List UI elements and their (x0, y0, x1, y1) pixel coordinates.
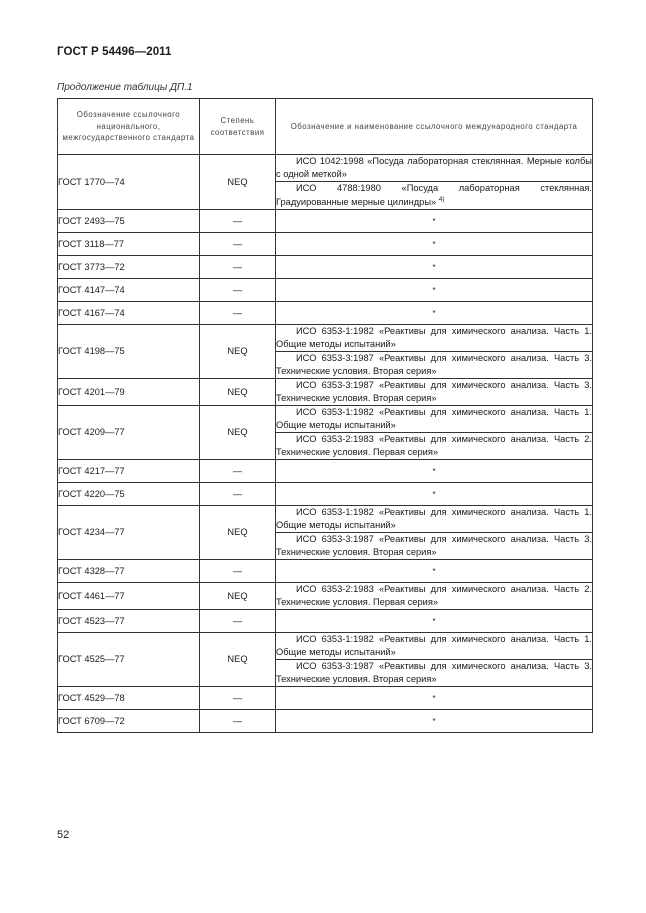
table-caption: Продолжение таблицы ДП.1 (57, 82, 193, 93)
reference-text: ИСО 6353-3:1987 «Реактивы для химического анализа. Часть 3. Технические условия. Вторая серия» (276, 534, 592, 558)
national-standard-designation: ГОСТ 4328—77 (58, 560, 200, 583)
national-standard-designation: ГОСТ 4461—77 (58, 583, 200, 610)
no-international-equivalent-mark (276, 210, 593, 233)
header-national-standard: Обозначение ссылочного национального, межгосударственного стандарта (58, 99, 200, 155)
header-international-standard: Обозначение и наименование ссылочного международного стандарта (276, 99, 593, 155)
table-row (58, 633, 593, 660)
national-standard-designation: ГОСТ 4220—75 (58, 483, 200, 506)
national-standard-designation: ГОСТ 4217—77 (58, 460, 200, 483)
national-standard-designation: ГОСТ 3118—77 (58, 233, 200, 256)
footnote-marker: 4) (438, 196, 445, 204)
international-standard-reference (276, 533, 593, 560)
reference-text: * (432, 239, 436, 249)
national-standard-designation: ГОСТ 4234—77 (58, 506, 200, 560)
reference-text: * (432, 285, 436, 295)
no-international-equivalent-mark (276, 610, 593, 633)
no-international-equivalent-mark (276, 279, 593, 302)
international-standard-reference (276, 633, 593, 660)
no-international-equivalent-mark (276, 710, 593, 733)
reference-text: ИСО 4788:1980 «Посуда лабораторная стеклянная. Градуированные мерные цилиндры» (276, 183, 592, 208)
degree-of-correspondence: — (200, 483, 276, 506)
reference-text: ИСО 6353-3:1987 «Реактивы для химического анализа. Часть 3. Технические условия. Вторая серия» (276, 353, 592, 377)
national-standard-designation: ГОСТ 4209—77 (58, 406, 200, 460)
reference-text: * (432, 716, 436, 726)
reference-text: ИСО 6353-2:1983 «Реактивы для химического анализа. Часть 2. Технические условия. Первая серия» (276, 584, 592, 608)
no-international-equivalent-mark (276, 256, 593, 279)
table-body (58, 155, 593, 733)
degree-of-correspondence: — (200, 302, 276, 325)
national-standard-designation: ГОСТ 2493—75 (58, 210, 200, 233)
table-header (58, 99, 593, 155)
reference-text: ИСО 1042:1998 «Посуда лабораторная стеклянная. Мерные колбы с одной меткой» (276, 156, 592, 180)
table-row (58, 155, 593, 182)
international-standard-reference (276, 583, 593, 610)
header-degree: Степень соответствия (200, 99, 276, 155)
reference-text: ИСО 6353-1:1982 «Реактивы для химического анализа. Часть 1. Общие методы испытаний» (276, 634, 592, 658)
international-standard-reference (276, 379, 593, 406)
degree-of-correspondence: — (200, 460, 276, 483)
international-standard-reference (276, 352, 593, 379)
degree-of-correspondence: — (200, 710, 276, 733)
international-standard-reference (276, 155, 593, 182)
international-standard-reference (276, 406, 593, 433)
degree-of-correspondence: — (200, 210, 276, 233)
document-code: ГОСТ Р 54496—2011 (57, 46, 172, 58)
degree-of-correspondence: — (200, 687, 276, 710)
no-international-equivalent-mark (276, 460, 593, 483)
table-row (58, 325, 593, 352)
international-standard-reference (276, 325, 593, 352)
degree-of-correspondence: NEQ (200, 506, 276, 560)
national-standard-designation: ГОСТ 6709—72 (58, 710, 200, 733)
international-standard-reference (276, 660, 593, 687)
table-row (58, 560, 593, 583)
national-standard-designation: ГОСТ 4529—78 (58, 687, 200, 710)
national-standard-designation: ГОСТ 1770—74 (58, 155, 200, 210)
degree-of-correspondence: NEQ (200, 155, 276, 210)
table-row (58, 406, 593, 433)
table-row (58, 233, 593, 256)
international-standard-reference (276, 182, 593, 210)
national-standard-designation: ГОСТ 4523—77 (58, 610, 200, 633)
table-row (58, 302, 593, 325)
table-row (58, 687, 593, 710)
reference-table (57, 98, 593, 733)
reference-text: * (432, 466, 436, 476)
reference-text: * (432, 216, 436, 226)
national-standard-designation: ГОСТ 4525—77 (58, 633, 200, 687)
table-row (58, 460, 593, 483)
reference-text: * (432, 489, 436, 499)
degree-of-correspondence: NEQ (200, 583, 276, 610)
degree-of-correspondence: — (200, 560, 276, 583)
table-row (58, 210, 593, 233)
degree-of-correspondence: NEQ (200, 379, 276, 406)
national-standard-designation: ГОСТ 4167—74 (58, 302, 200, 325)
degree-of-correspondence: — (200, 233, 276, 256)
no-international-equivalent-mark (276, 233, 593, 256)
no-international-equivalent-mark (276, 483, 593, 506)
no-international-equivalent-mark (276, 302, 593, 325)
table-row (58, 379, 593, 406)
national-standard-designation: ГОСТ 4147—74 (58, 279, 200, 302)
reference-text: * (432, 693, 436, 703)
table-row (58, 506, 593, 533)
table-row (58, 610, 593, 633)
reference-text: * (432, 262, 436, 272)
national-standard-designation: ГОСТ 4198—75 (58, 325, 200, 379)
international-standard-reference (276, 433, 593, 460)
international-standard-reference (276, 506, 593, 533)
degree-of-correspondence: NEQ (200, 406, 276, 460)
page-number: 52 (57, 829, 70, 841)
national-standard-designation: ГОСТ 3773—72 (58, 256, 200, 279)
table-row (58, 483, 593, 506)
reference-text: ИСО 6353-1:1982 «Реактивы для химического анализа. Часть 1. Общие методы испытаний» (276, 407, 592, 431)
reference-text: * (432, 616, 436, 626)
reference-text: ИСО 6353-3:1987 «Реактивы для химического анализа. Часть 3. Технические условия. Вторая серия» (276, 661, 592, 685)
no-international-equivalent-mark (276, 687, 593, 710)
degree-of-correspondence: NEQ (200, 633, 276, 687)
table-row (58, 256, 593, 279)
reference-text: ИСО 6353-3:1987 «Реактивы для химического анализа. Часть 3. Технические условия. Вторая серия» (276, 380, 592, 404)
table-row (58, 583, 593, 610)
national-standard-designation: ГОСТ 4201—79 (58, 379, 200, 406)
degree-of-correspondence: NEQ (200, 325, 276, 379)
reference-text: ИСО 6353-2:1983 «Реактивы для химического анализа. Часть 2. Технические условия. Первая серия» (276, 434, 592, 458)
degree-of-correspondence: — (200, 610, 276, 633)
no-international-equivalent-mark (276, 560, 593, 583)
reference-text: * (432, 566, 436, 576)
degree-of-correspondence: — (200, 279, 276, 302)
table-row (58, 279, 593, 302)
reference-text: * (432, 308, 436, 318)
degree-of-correspondence: — (200, 256, 276, 279)
table-row (58, 710, 593, 733)
reference-text: ИСО 6353-1:1982 «Реактивы для химического анализа. Часть 1. Общие методы испытаний» (276, 326, 592, 350)
reference-text: ИСО 6353-1:1982 «Реактивы для химического анализа. Часть 1. Общие методы испытаний» (276, 507, 592, 531)
